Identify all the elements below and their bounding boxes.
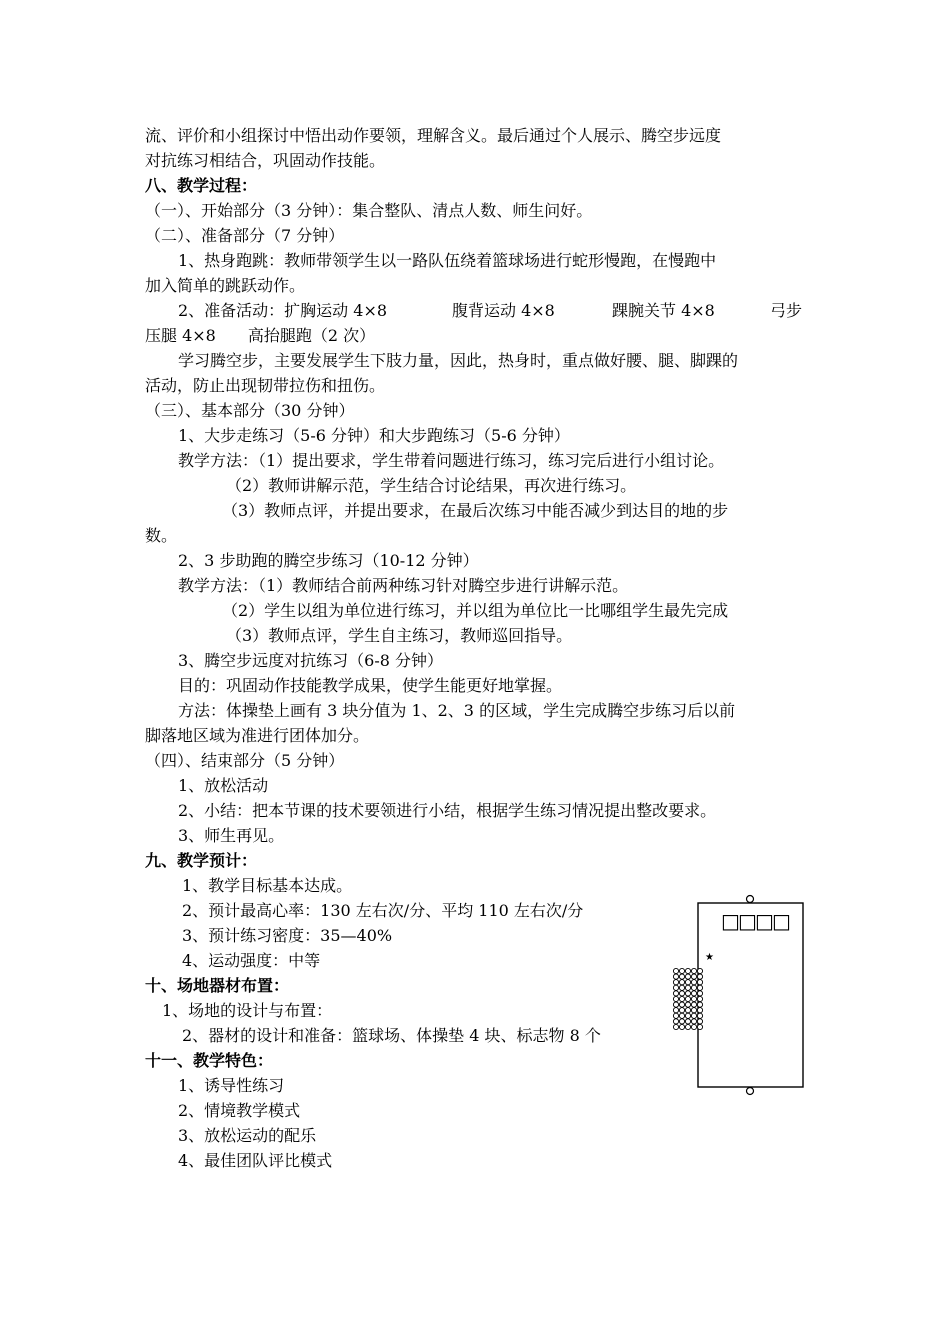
student-marker — [679, 996, 684, 1001]
student-marker — [691, 985, 696, 990]
student-marker — [679, 980, 684, 985]
student-marker — [679, 985, 684, 990]
star-icon: ★ — [705, 952, 714, 963]
paragraph-line: 1、放松活动 — [178, 776, 269, 795]
student-marker — [691, 996, 696, 1001]
field-layout-diagram — [672, 892, 812, 1098]
paragraph-line: 压腿 4×8 高抬腿跑（2 次） — [145, 326, 376, 345]
paragraph-line: 脚落地区域为准进行团体加分。 — [145, 726, 370, 745]
student-marker — [673, 980, 678, 985]
paragraph-line: 方法：体操垫上画有 3 块分值为 1、2、3 的区域，学生完成腾空步练习后以前 — [178, 701, 736, 720]
paragraph-line: 教学方法：（1）提出要求，学生带着问题进行练习，练习完后进行小组讨论。 — [178, 451, 725, 470]
paragraph-line: 2、预计最高心率：130 左右次/分、平均 110 左右次/分 — [182, 901, 584, 920]
paragraph-line: 3、预计练习密度：35—40% — [182, 926, 393, 945]
paragraph-line: 教学方法：（1）教师结合前两种练习针对腾空步进行讲解示范。 — [178, 576, 629, 595]
paragraph-line: 数。 — [145, 526, 178, 545]
student-marker — [673, 1019, 678, 1024]
student-marker — [673, 996, 678, 1001]
paragraph-line: 2、3 步助跑的腾空步练习（10-12 分钟） — [178, 551, 479, 570]
paragraph-line: 2、器材的设计和准备：篮球场、体操垫 4 块、标志物 8 个 — [182, 1026, 601, 1045]
student-marker — [685, 980, 690, 985]
student-marker — [685, 1008, 690, 1013]
paragraph-line: 踝腕关节 4×8 — [612, 301, 715, 320]
paragraph-line: 加入简单的跳跃动作。 — [145, 276, 306, 295]
student-marker — [679, 968, 684, 973]
subsection-line: （一）、开始部分（3 分钟）：集合整队、清点人数、师生问好。 — [145, 201, 593, 220]
student-marker — [697, 968, 702, 973]
student-marker — [697, 980, 702, 985]
mat-3: □ — [755, 909, 774, 933]
student-marker — [679, 1024, 684, 1029]
mat-2: □ — [738, 909, 757, 933]
subsection-line: （二）、准备部分（7 分钟） — [145, 226, 345, 245]
student-marker — [685, 1013, 690, 1018]
student-marker — [697, 1008, 702, 1013]
student-marker — [697, 974, 702, 979]
student-marker — [673, 1024, 678, 1029]
student-marker — [679, 991, 684, 996]
student-marker — [685, 991, 690, 996]
paragraph-line: 对抗练习相结合，巩固动作技能。 — [145, 151, 386, 170]
student-marker — [697, 1013, 702, 1018]
paragraph-line: 流、评价和小组探讨中悟出动作要领，理解含义。最后通过个人展示、腾空步远度 — [145, 126, 722, 145]
section-heading: 九、教学预计： — [145, 851, 258, 870]
paragraph-line: 腹背运动 4×8 — [452, 301, 555, 320]
student-marker — [691, 1008, 696, 1013]
student-marker — [673, 968, 678, 973]
cone-marker — [747, 1088, 754, 1095]
paragraph-line: 1、热身跑跳：教师带领学生以一路队伍绕着篮球场进行蛇形慢跑，在慢跑中 — [178, 251, 717, 270]
paragraph-line: 3、腾空步远度对抗练习（6-8 分钟） — [178, 651, 444, 670]
student-marker — [679, 1002, 684, 1007]
mat-1: □ — [721, 909, 740, 933]
paragraph-line: 3、师生再见。 — [178, 826, 285, 845]
student-marker — [685, 968, 690, 973]
student-marker — [685, 985, 690, 990]
list-item: 3、放松运动的配乐 — [178, 1126, 317, 1145]
student-marker — [685, 1002, 690, 1007]
student-marker — [673, 1008, 678, 1013]
student-marker — [691, 1024, 696, 1029]
student-marker — [673, 985, 678, 990]
student-marker — [679, 974, 684, 979]
paragraph-line: （2）学生以组为单位进行练习，并以组为单位比一比哪组学生最先完成 — [222, 601, 729, 620]
section-heading: 十、场地器材布置： — [145, 976, 290, 995]
student-marker — [697, 985, 702, 990]
student-formation — [673, 968, 702, 1029]
student-marker — [685, 974, 690, 979]
paragraph-line: 2、准备活动：扩胸运动 4×8 — [178, 301, 388, 320]
paragraph-line: 1、教学目标基本达成。 — [182, 876, 353, 895]
student-marker — [685, 1024, 690, 1029]
paragraph-line: 1、场地的设计与布置： — [162, 1001, 333, 1020]
list-item: 2、情境教学模式 — [178, 1101, 301, 1120]
student-marker — [673, 1013, 678, 1018]
student-marker — [679, 1019, 684, 1024]
student-marker — [697, 1024, 702, 1029]
section-heading: 十一、教学特色： — [145, 1051, 274, 1070]
student-marker — [691, 980, 696, 985]
student-marker — [691, 1013, 696, 1018]
student-marker — [673, 1002, 678, 1007]
student-marker — [679, 1008, 684, 1013]
paragraph-line: 2、小结：把本节课的技术要领进行小结，根据学生练习情况提出整改要求。 — [178, 801, 717, 820]
subsection-line: （三）、基本部分（30 分钟） — [145, 401, 355, 420]
cone-marker — [747, 896, 754, 903]
student-marker — [697, 996, 702, 1001]
paragraph-line: （3）教师点评，并提出要求，在最后次练习中能否减少到达目的地的步 — [222, 501, 729, 520]
paragraph-line: 学习腾空步，主要发展学生下肢力量，因此，热身时，重点做好腰、腿、脚踝的 — [178, 351, 739, 370]
mat-4: □ — [772, 909, 791, 933]
student-marker — [697, 1002, 702, 1007]
student-marker — [691, 1019, 696, 1024]
paragraph-line: （3）教师点评，学生自主练习，教师巡回指导。 — [226, 626, 573, 645]
student-marker — [691, 991, 696, 996]
paragraph-line: （2）教师讲解示范，学生结合讨论结果，再次进行练习。 — [226, 476, 637, 495]
student-marker — [679, 1013, 684, 1018]
subsection-line: （四）、结束部分（5 分钟） — [145, 751, 345, 770]
paragraph-line: 活动，防止出现韧带拉伤和扭伤。 — [145, 376, 386, 395]
paragraph-line: 4、运动强度：中等 — [182, 951, 321, 970]
student-marker — [685, 1019, 690, 1024]
paragraph-line: 1、大步走练习（5-6 分钟）和大步跑练习（5-6 分钟） — [178, 426, 570, 445]
student-marker — [691, 974, 696, 979]
student-marker — [673, 991, 678, 996]
student-marker — [685, 996, 690, 1001]
student-marker — [697, 1019, 702, 1024]
paragraph-line: 目的：巩固动作技能教学成果，使学生能更好地掌握。 — [178, 676, 563, 695]
list-item: 1、诱导性练习 — [178, 1076, 285, 1095]
section-heading: 八、教学过程： — [145, 176, 258, 195]
student-marker — [697, 991, 702, 996]
student-marker — [691, 1002, 696, 1007]
student-marker — [691, 968, 696, 973]
list-item: 4、最佳团队评比模式 — [178, 1151, 333, 1170]
student-marker — [673, 974, 678, 979]
paragraph-line: 弓步 — [770, 301, 803, 320]
